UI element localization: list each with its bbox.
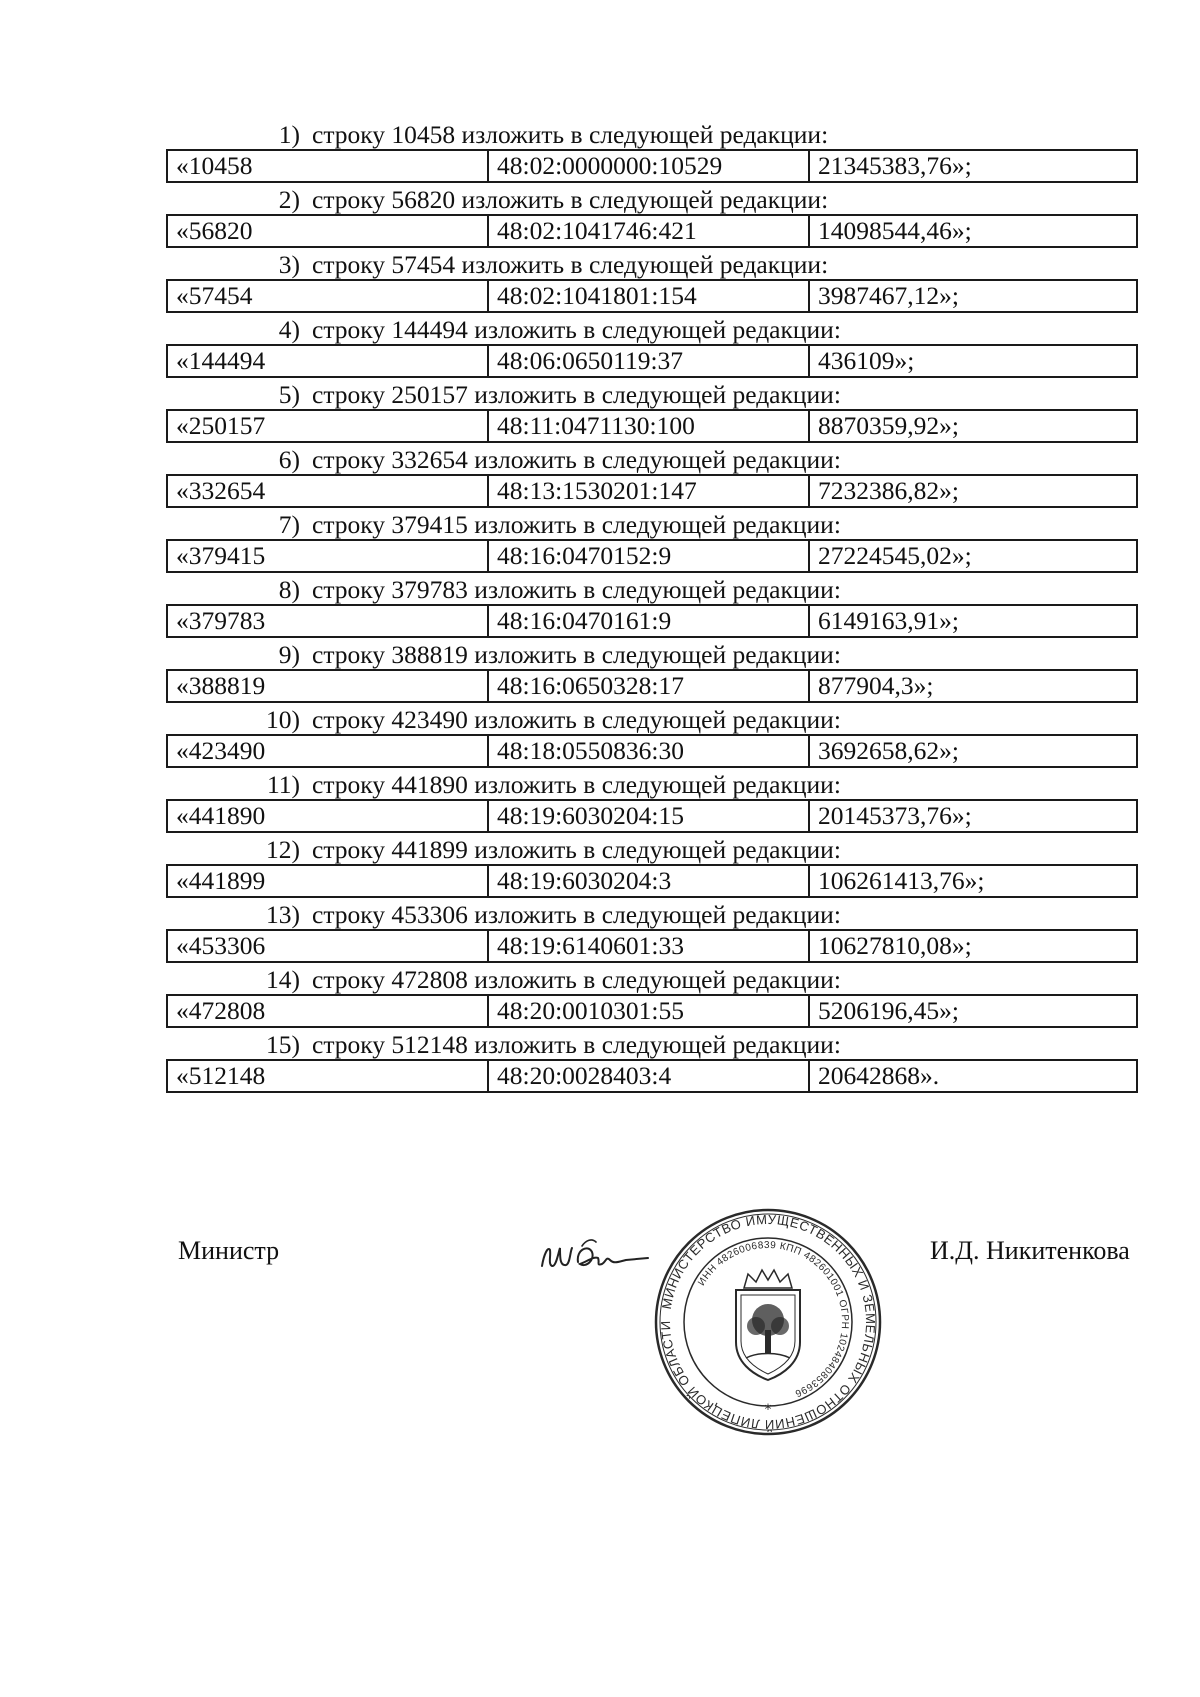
amendment-table <box>166 864 1138 898</box>
amendment-item <box>166 768 1132 833</box>
value-cell: 21345383,76»; <box>809 150 1137 182</box>
table-row <box>167 410 1137 442</box>
row-number-cell: «441899 <box>167 865 488 897</box>
amendment-text: строку 144494 изложить в следующей редакции: <box>312 315 841 344</box>
table-row <box>167 735 1137 767</box>
amendment-instruction <box>166 378 1132 409</box>
table-row <box>167 605 1137 637</box>
amendment-item <box>166 833 1132 898</box>
cadastral-number-cell: 48:18:0550836:30 <box>488 735 809 767</box>
row-number-cell: «10458 <box>167 150 488 182</box>
amendment-text: строку 512148 изложить в следующей редакции: <box>312 1030 841 1059</box>
official-seal-stamp <box>648 1202 888 1442</box>
amendment-text: строку 441899 изложить в следующей редакции: <box>312 835 841 864</box>
cadastral-number-cell: 48:16:0650328:17 <box>488 670 809 702</box>
svg-text:ИНН 4826006839 КПП 482601001: ИНН 4826006839 КПП 482601001 ОГРН 1024840853696 <box>696 1239 851 1399</box>
value-cell: 436109»; <box>809 345 1137 377</box>
value-cell: 5206196,45»; <box>809 995 1137 1027</box>
cadastral-number-cell: 48:16:0470161:9 <box>488 605 809 637</box>
value-cell: 20642868». <box>809 1060 1137 1092</box>
amendment-number: 12) <box>266 835 300 864</box>
amendment-number: 1) <box>278 120 300 149</box>
table-row <box>167 540 1137 572</box>
amendment-number: 11) <box>266 770 300 799</box>
amendment-table <box>166 344 1138 378</box>
cadastral-number-cell: 48:20:0028403:4 <box>488 1060 809 1092</box>
amendment-instruction <box>166 573 1132 604</box>
amendment-number: 7) <box>278 510 300 539</box>
table-row <box>167 800 1137 832</box>
amendment-item <box>166 508 1132 573</box>
amendment-number: 6) <box>278 445 300 474</box>
table-row <box>167 930 1137 962</box>
amendment-table <box>166 929 1138 963</box>
amendment-item <box>166 313 1132 378</box>
amendment-number: 9) <box>278 640 300 669</box>
amendment-instruction <box>166 313 1132 344</box>
amendment-table <box>166 214 1138 248</box>
amendment-item <box>166 183 1132 248</box>
row-number-cell: «453306 <box>167 930 488 962</box>
amendment-table <box>166 279 1138 313</box>
amendment-number: 3) <box>278 250 300 279</box>
amendment-number: 2) <box>278 185 300 214</box>
amendment-item <box>166 638 1132 703</box>
amendment-item <box>166 963 1132 1028</box>
table-row <box>167 865 1137 897</box>
amendment-text: строку 441890 изложить в следующей редакции: <box>312 770 841 799</box>
amendment-text: строку 10458 изложить в следующей редакции: <box>312 120 829 149</box>
value-cell: 27224545,02»; <box>809 540 1137 572</box>
row-number-cell: «57454 <box>167 280 488 312</box>
cadastral-number-cell: 48:13:1530201:147 <box>488 475 809 507</box>
table-row <box>167 345 1137 377</box>
amendment-table <box>166 734 1138 768</box>
value-cell: 3692658,62»; <box>809 735 1137 767</box>
signature-block <box>0 1210 1200 1450</box>
amendment-text: строку 379415 изложить в следующей редакции: <box>312 510 841 539</box>
amendment-text: строку 472808 изложить в следующей редакции: <box>312 965 841 994</box>
amendment-text: строку 388819 изложить в следующей редакции: <box>312 640 841 669</box>
amendment-item <box>166 703 1132 768</box>
amendment-table <box>166 409 1138 443</box>
table-row <box>167 1060 1137 1092</box>
row-number-cell: «379415 <box>167 540 488 572</box>
row-number-cell: «250157 <box>167 410 488 442</box>
cadastral-number-cell: 48:02:1041746:421 <box>488 215 809 247</box>
cadastral-number-cell: 48:20:0010301:55 <box>488 995 809 1027</box>
amendment-instruction <box>166 638 1132 669</box>
cadastral-number-cell: 48:02:1041801:154 <box>488 280 809 312</box>
value-cell: 20145373,76»; <box>809 800 1137 832</box>
amendments-list <box>166 118 1132 1093</box>
amendment-number: 4) <box>278 315 300 344</box>
cadastral-number-cell: 48:02:0000000:10529 <box>488 150 809 182</box>
amendment-instruction <box>166 508 1132 539</box>
cadastral-number-cell: 48:19:6140601:33 <box>488 930 809 962</box>
amendment-instruction <box>166 1028 1132 1059</box>
amendment-table <box>166 539 1138 573</box>
row-number-cell: «512148 <box>167 1060 488 1092</box>
table-row <box>167 995 1137 1027</box>
amendment-instruction <box>166 183 1132 214</box>
amendment-text: строку 56820 изложить в следующей редакции: <box>312 185 829 214</box>
cadastral-number-cell: 48:06:0650119:37 <box>488 345 809 377</box>
cadastral-number-cell: 48:19:6030204:15 <box>488 800 809 832</box>
svg-text:МИНИСТЕРСТВО ИМУЩЕСТВЕННЫХ И З: МИНИСТЕРСТВО ИМУЩЕСТВЕННЫХ И ЗЕМЕЛЬНЫХ ОТНОШЕНИЙ ЛИПЕЦКОЙ ОБЛАСТИ <box>657 1211 879 1433</box>
row-number-cell: «332654 <box>167 475 488 507</box>
row-number-cell: «144494 <box>167 345 488 377</box>
cadastral-number-cell: 48:16:0470152:9 <box>488 540 809 572</box>
amendment-item <box>166 898 1132 963</box>
value-cell: 7232386,82»; <box>809 475 1137 507</box>
amendment-item <box>166 118 1132 183</box>
amendment-table <box>166 799 1138 833</box>
amendment-instruction <box>166 118 1132 149</box>
amendment-table <box>166 604 1138 638</box>
amendment-text: строку 250157 изложить в следующей редакции: <box>312 380 841 409</box>
amendment-text: строку 423490 изложить в следующей редакции: <box>312 705 841 734</box>
amendment-instruction <box>166 248 1132 279</box>
row-number-cell: «472808 <box>167 995 488 1027</box>
value-cell: 877904,3»; <box>809 670 1137 702</box>
signer-position: Министр <box>178 1236 280 1265</box>
amendment-instruction <box>166 963 1132 994</box>
amendment-number: 8) <box>278 575 300 604</box>
table-row <box>167 670 1137 702</box>
amendment-table <box>166 1059 1138 1093</box>
amendment-table <box>166 149 1138 183</box>
amendment-item <box>166 573 1132 638</box>
amendment-number: 15) <box>266 1030 300 1059</box>
cadastral-number-cell: 48:19:6030204:3 <box>488 865 809 897</box>
handwritten-signature <box>536 1232 656 1280</box>
amendment-number: 5) <box>278 380 300 409</box>
amendment-item <box>166 443 1132 508</box>
amendment-instruction <box>166 898 1132 929</box>
amendment-instruction <box>166 833 1132 864</box>
amendment-number: 10) <box>266 705 300 734</box>
table-row <box>167 280 1137 312</box>
amendment-instruction <box>166 443 1132 474</box>
amendment-instruction <box>166 703 1132 734</box>
amendment-text: строку 332654 изложить в следующей редакции: <box>312 445 841 474</box>
row-number-cell: «388819 <box>167 670 488 702</box>
value-cell: 8870359,92»; <box>809 410 1137 442</box>
amendment-item <box>166 1028 1132 1093</box>
amendment-table <box>166 994 1138 1028</box>
amendment-number: 13) <box>266 900 300 929</box>
row-number-cell: «379783 <box>167 605 488 637</box>
signer-name: И.Д. Никитенкова <box>930 1236 1130 1265</box>
row-number-cell: «441890 <box>167 800 488 832</box>
value-cell: 10627810,08»; <box>809 930 1137 962</box>
amendment-instruction <box>166 768 1132 799</box>
amendment-item <box>166 378 1132 443</box>
table-row <box>167 215 1137 247</box>
amendment-text: строку 57454 изложить в следующей редакции: <box>312 250 829 279</box>
value-cell: 3987467,12»; <box>809 280 1137 312</box>
value-cell: 14098544,46»; <box>809 215 1137 247</box>
amendment-text: строку 453306 изложить в следующей редакции: <box>312 900 841 929</box>
amendment-text: строку 379783 изложить в следующей редакции: <box>312 575 841 604</box>
value-cell: 6149163,91»; <box>809 605 1137 637</box>
amendment-item <box>166 248 1132 313</box>
amendment-table <box>166 669 1138 703</box>
row-number-cell: «423490 <box>167 735 488 767</box>
svg-text:*: * <box>764 1402 772 1418</box>
row-number-cell: «56820 <box>167 215 488 247</box>
amendment-table <box>166 474 1138 508</box>
value-cell: 106261413,76»; <box>809 865 1137 897</box>
table-row <box>167 475 1137 507</box>
table-row <box>167 150 1137 182</box>
amendment-number: 14) <box>266 965 300 994</box>
cadastral-number-cell: 48:11:0471130:100 <box>488 410 809 442</box>
